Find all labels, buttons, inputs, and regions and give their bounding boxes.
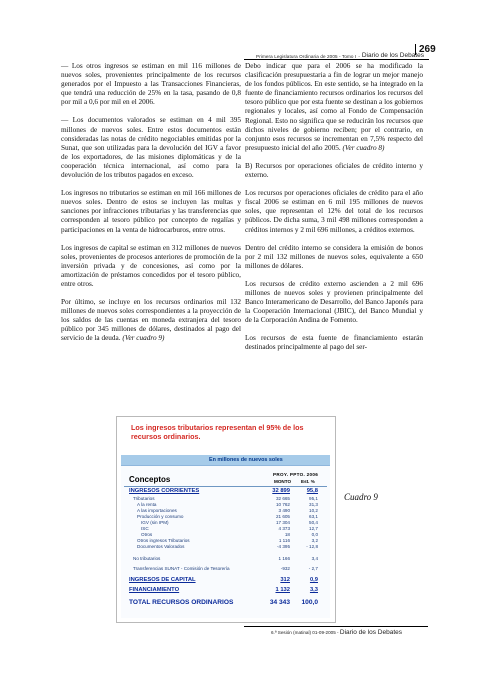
row-monto: 10 762 — [275, 502, 290, 507]
row-label: Transferencias SUNAT - Comisión de Tesorería — [133, 566, 230, 571]
left-column — [61, 62, 241, 353]
row-monto: 32 899 — [272, 488, 290, 494]
figure-title: Los ingresos tributarios representan el 95% de los recursos ordinarios. — [131, 423, 304, 441]
row-monto: -932 — [280, 566, 290, 571]
table-row — [121, 488, 330, 496]
row-label: FINANCIAMIENTO — [129, 587, 180, 593]
row-monto: 4 373 — [278, 526, 290, 531]
table-row — [121, 544, 330, 552]
row-monto: -4 395 — [276, 544, 290, 549]
row-percent: 63,1 — [309, 514, 318, 519]
row-monto: 34 343 — [269, 599, 290, 606]
paragraph: Dentro del crédito interno se considera la emisión de bonos por 2 mil 132 millones de nuevos soles, equivalente a 650 millones de dólares. — [245, 243, 423, 270]
paragraph-text: Por último, se incluye en los recursos ordinarios mil 132 millones de nuevos soles correspondientes a la proyección de los saldos de las cuentas en moneda extranjera del tesoro público por 345 millones de dólares, destinados al pago del servicio de la deuda. — [61, 298, 241, 343]
row-percent: - 12,8 — [306, 544, 318, 549]
table-header-rule — [124, 486, 327, 487]
header-rule — [244, 59, 429, 60]
table-row — [121, 556, 330, 564]
row-monto: 17 304 — [275, 520, 290, 525]
footer-session: 6.ª Sesión (matinal) 01-09-2005 - — [271, 630, 339, 635]
header-separator: - — [358, 54, 360, 59]
paragraph: Los ingresos no tributarios se estiman en mil 166 millones de nuevos soles. Dentro de estos se incluyen las multas y sanciones por infracciones tributarias y las transferencias que corresponden al tesoro público por concepto de regalías y participaciones en la venta de hidrocarburos, entre otros. — [61, 189, 241, 234]
cuadro-label: Cuadro 9 — [344, 492, 378, 502]
header-session: Primera Legislatura Ordinaria de 2005 - Tomo I — [256, 54, 357, 59]
row-percent: 3,4 — [311, 556, 318, 561]
row-percent: 3,3 — [309, 587, 318, 593]
row-percent: 95,1 — [309, 496, 318, 501]
row-percent: - 2,7 — [308, 566, 318, 571]
column-heading-percent: Est. % — [301, 479, 315, 484]
row-monto: 3 490 — [278, 508, 290, 513]
row-monto: 32 665 — [275, 496, 290, 501]
row-monto: 21 605 — [275, 514, 290, 519]
row-monto: 1 166 — [278, 556, 290, 561]
row-label: INGRESOS CORRIENTES — [129, 488, 200, 494]
row-percent: 12,7 — [309, 526, 318, 531]
paragraph: Los recursos de esta fuente de financiamiento estarán destinados principalmente al pago del ser- — [245, 334, 423, 352]
paragraph — [245, 62, 423, 153]
section-heading: B) Recursos por operaciones oficiales de crédito interno y externo. — [245, 161, 423, 180]
row-label: ISC — [141, 526, 149, 531]
concepts-heading: Conceptos — [129, 475, 171, 484]
paragraph: Los recursos por operaciones oficiales de crédito para el año fiscal 2006 se estiman en 6 mil 195 millones de nuevos soles, que representan el 12% del total de los recursos públicos. De dicha suma, 3 mil 498 millones corresponden a créditos internos y 2 mil 696 millones, a créditos externos. — [245, 189, 423, 234]
row-percent: 10,2 — [309, 508, 318, 513]
row-percent: 0,9 — [309, 577, 318, 583]
row-label: IGV (sin IPM) — [141, 520, 169, 525]
footer-rule — [244, 626, 428, 627]
page-number: 269 — [415, 44, 436, 55]
row-label: INGRESOS DE CAPITAL — [129, 577, 196, 583]
row-percent: 31,3 — [309, 502, 318, 507]
row-label: Otros — [141, 532, 153, 537]
column-heading-monto: MONTO — [274, 479, 292, 484]
row-label: Otros ingresos Tributarios — [137, 538, 190, 543]
row-monto: 1 116 — [278, 538, 290, 543]
paragraph — [61, 298, 241, 343]
row-monto: 312 — [280, 577, 290, 583]
row-percent: 0,0 — [311, 532, 318, 537]
footer-publication: Diario de los Debates — [339, 629, 403, 636]
figure-subtitle: En millones de nuevos soles — [209, 457, 283, 463]
right-column — [245, 62, 423, 362]
table-reference: (Ver cuadro 9) — [122, 334, 165, 343]
running-header — [244, 45, 424, 59]
row-monto: 1 132 — [275, 587, 290, 593]
row-label: Documentos Valorados — [137, 544, 185, 549]
row-label: Tributarios — [133, 496, 155, 501]
row-monto: 18 — [284, 532, 290, 537]
running-footer — [271, 629, 402, 636]
row-label: No tributarios — [133, 556, 161, 561]
header-publication: Diario de los Debates — [361, 52, 424, 59]
table-row — [121, 577, 330, 585]
row-percent: 100,0 — [301, 599, 318, 606]
figure-cuadro-9 — [116, 416, 336, 623]
row-label: A las importaciones — [137, 508, 177, 513]
table-row — [121, 566, 330, 574]
row-percent: 95,8 — [306, 488, 318, 494]
table-row — [121, 587, 330, 595]
paragraph: Los ingresos de capital se estiman en 312 millones de nuevos soles, provenientes de procesos anteriores de promoción de la inversión privada y de concesiones, así como por la amortización de préstamos concedidos por el tesoro público, entre otros. — [61, 243, 241, 288]
row-label: A la renta — [137, 502, 157, 507]
figure-table — [121, 465, 330, 618]
paragraph: Los recursos de crédito externo ascienden a 2 mil 696 millones de nuevos soles y provienen principalmente del Banco Interamericano de Desarrollo, del Banco Japonés para la Cooperación Internacional (JBIC), del Banco Mundial y de la Corporación Andina de Fomento. — [245, 279, 423, 325]
row-percent: 50,4 — [309, 520, 318, 525]
paragraph: — Los otros ingresos se estiman en mil 116 millones de nuevos soles, provenientes principalmente de los recursos generados por el Impuesto a las Transacciones Financieras, que tendrá una reducción de 25% en la tasa, pasando de 0,8 por mil a 0,6 por mil en el 2006. — [61, 62, 241, 107]
row-label: Producción y consumo — [137, 514, 184, 519]
table-reference: (Ver cuadro 8) — [342, 143, 385, 152]
row-label: TOTAL RECURSOS ORDINARIOS — [129, 599, 234, 606]
paragraph-text: Debo indicar que para el 2006 se ha modificado la clasificación presupuestaria a fin de lograr un mejor manejo de los fondos públicos. En este sentido, se ha integrado en la fuente de financiamiento recursos ordinarios los recursos del tesoro público que por esta fuente se destinan a los gobiernos regionales y locales, así como al Fondo de Compensación Regional. Esto no significa que se reducirán los recursos que dichos niveles de gobierno reciben; por el contrario, en conjunto esos recursos se incrementan en 7,5% respecto del presupuesto inicial del año 2005. — [245, 62, 423, 152]
row-percent: 3,2 — [311, 538, 318, 543]
paragraph: — Los documentos valorados se estiman en 4 mil 395 millones de nuevos soles. Entre estos documentos están consideradas las notas de crédito negociables emitidas por la Sunat, que son utilizadas para la devolución del IGV a favor de los exportadores, de las misiones diplomáticas y de la cooperación técnica internacional, así como para la devolución de los tributos pagados en exceso. — [61, 116, 241, 180]
column-heading: PROY. PPTO. 2006 — [273, 472, 319, 477]
table-row — [121, 599, 330, 607]
